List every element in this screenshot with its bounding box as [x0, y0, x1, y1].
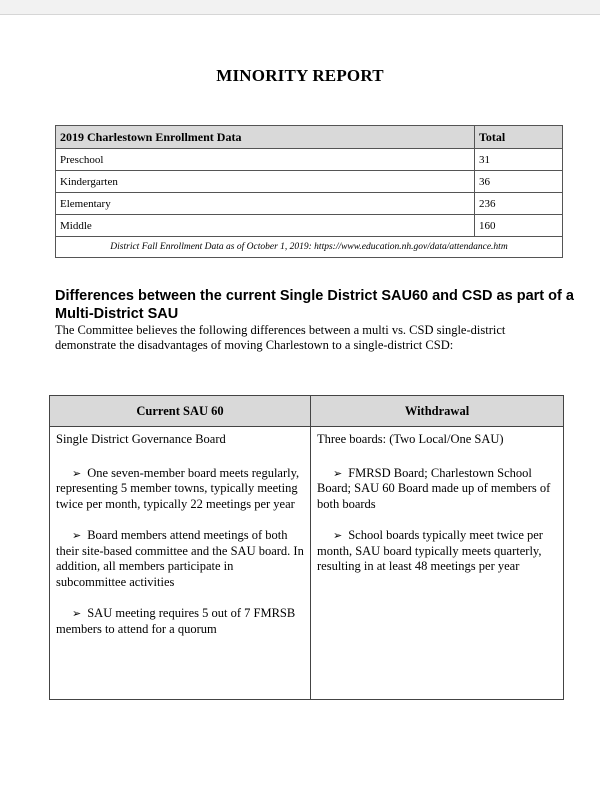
bullet-arrow-icon: ➢ — [72, 607, 82, 620]
current-sau-heading: Single District Governance Board — [56, 432, 226, 446]
list-item — [56, 606, 304, 637]
viewer-top-strip — [0, 0, 600, 15]
comparison-table — [49, 395, 564, 700]
enrollment-header-label: 2019 Charlestown Enrollment Data — [56, 126, 475, 149]
enrollment-total: 160 — [475, 215, 563, 237]
table-row — [56, 171, 563, 193]
bullet-arrow-icon: ➢ — [72, 529, 82, 542]
comparison-header-current: Current SAU 60 — [50, 396, 311, 427]
list-item — [317, 528, 557, 575]
enrollment-header-total: Total — [475, 126, 563, 149]
enrollment-total: 236 — [475, 193, 563, 215]
withdrawal-heading: Three boards: (Two Local/One SAU) — [317, 432, 504, 446]
point-text: SAU meeting requires 5 out of 7 FMRSB members to attend for a quorum — [56, 606, 296, 636]
list-item — [56, 466, 304, 513]
comparison-header-withdrawal: Withdrawal — [311, 396, 564, 427]
enrollment-label: Kindergarten — [56, 171, 475, 193]
table-row — [56, 149, 563, 171]
page-title: MINORITY REPORT — [216, 66, 384, 85]
table-row — [56, 193, 563, 215]
comparison-header-row — [50, 396, 564, 427]
enrollment-label: Elementary — [56, 193, 475, 215]
current-sau-cell — [50, 427, 311, 700]
enrollment-total: 31 — [475, 149, 563, 171]
section-heading: Differences between the current Single District SAU60 and CSD as part of a Multi-District SAU — [55, 288, 574, 322]
bullet-arrow-icon: ➢ — [333, 466, 343, 480]
point-text: One seven-member board meets regularly, representing 5 member towns, typically meeting twice per month, typically 22 meetings per year — [56, 465, 300, 511]
enrollment-source-note: District Fall Enrollment Data as of October 1, 2019: https://www.education.nh.gov/data/attendance.htm — [56, 237, 563, 258]
withdrawal-cell — [311, 427, 564, 700]
point-text: School boards typically meet twice per month, SAU board typically meets quarterly, resulting in at least 48 meetings per year — [317, 528, 543, 573]
bullet-arrow-icon: ➢ — [72, 466, 82, 480]
enrollment-label: Middle — [56, 215, 475, 237]
bullet-arrow-icon: ➢ — [333, 529, 343, 542]
section-intro: The Committee believes the following differences between a multi vs. CSD single-district demonstrate the disadvantages of moving Charlestown to a single-district CSD: — [55, 323, 506, 352]
enrollment-total: 36 — [475, 171, 563, 193]
enrollment-header-row — [56, 126, 563, 149]
table-row — [56, 215, 563, 237]
point-text: FMRSD Board; Charlestown School Board; SAU 60 Board made up of members of both boards — [317, 465, 551, 511]
list-item — [56, 528, 304, 590]
enrollment-note-row — [56, 237, 563, 258]
list-item — [317, 466, 557, 513]
point-text: Board members attend meetings of both their site-based committee and the SAU board. In addition, all members participate in subcommittee activities — [56, 528, 304, 589]
enrollment-table — [55, 125, 563, 258]
comparison-body-row — [50, 427, 564, 700]
enrollment-label: Preschool — [56, 149, 475, 171]
